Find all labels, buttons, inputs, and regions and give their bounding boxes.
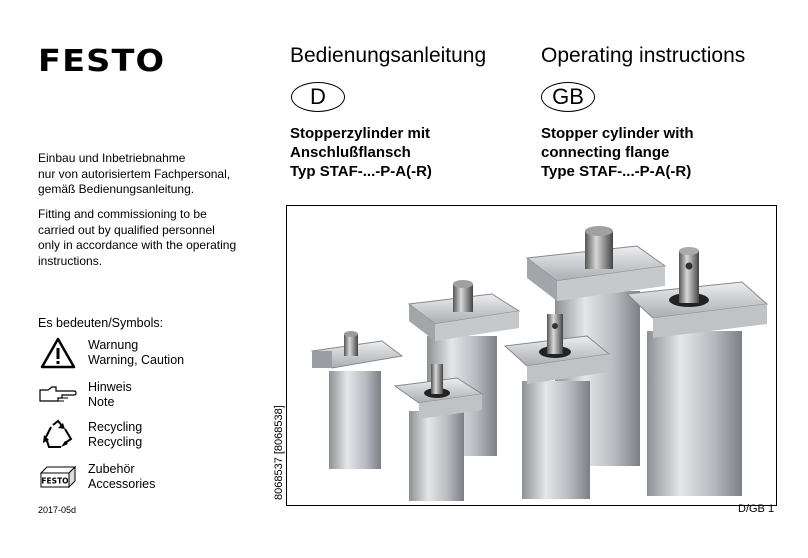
accessories-icon-text: FESTO <box>41 476 69 486</box>
symbol-label-de: Zubehör <box>88 461 135 476</box>
symbol-label-de: Hinweis <box>88 379 132 394</box>
heading-en: Operating instructions <box>541 44 746 67</box>
symbol-label-en: Note <box>88 395 115 409</box>
warning-triangle-icon <box>38 337 78 369</box>
festo-accessories-icon <box>38 461 78 493</box>
intro-de-line: gemäß Bedienungsanleitung. <box>38 182 195 196</box>
subtitle-de-line: Stopperzylinder mit <box>290 125 431 142</box>
stopper-cylinders-illustration <box>287 206 776 505</box>
language-badge-gb <box>541 82 595 112</box>
date-code: 2017-05d <box>38 505 77 515</box>
subtitle-en-line: Stopper cylinder with <box>541 125 694 142</box>
intro-text-en <box>38 207 236 269</box>
intro-de-line: Einbau und Inbetriebnahme <box>38 151 186 165</box>
product-photo <box>286 205 777 506</box>
symbols-heading: Es bedeuten/Symbols: <box>38 316 164 330</box>
pointing-hand-icon <box>38 379 78 411</box>
intro-en-line: only in accordance with the operating <box>38 238 237 252</box>
symbol-label-en: Recycling <box>88 435 143 449</box>
language-badge-de <box>291 82 345 112</box>
page-number: D/GB 1 <box>738 503 775 515</box>
festo-logo: FESTO <box>38 44 166 79</box>
subtitle-en-line: connecting flange <box>541 144 670 161</box>
subtitle-en <box>541 124 694 181</box>
symbol-label-en: Warning, Caution <box>88 353 185 367</box>
language-code-de: D <box>310 84 326 109</box>
subtitle-de-line: Anschlußflansch <box>290 144 411 161</box>
subtitle-en-line: Type STAF-...-P-A(-R) <box>541 163 692 180</box>
intro-de-line: nur von autorisiertem Fachpersonal, <box>38 166 231 181</box>
subtitle-de <box>290 124 432 181</box>
symbol-row-note <box>38 379 132 411</box>
language-code-gb: GB <box>552 84 584 109</box>
intro-en-line: Fitting and commissioning to be <box>38 207 207 221</box>
symbol-row-accessories <box>38 461 155 493</box>
recycling-icon <box>38 419 78 451</box>
heading-de: Bedienungsanleitung <box>290 44 487 67</box>
intro-text-de <box>38 151 230 198</box>
intro-en-line: carried out by qualified personnel <box>38 222 215 237</box>
symbol-row-recycling <box>38 419 142 451</box>
symbol-label-de: Warnung <box>88 337 139 352</box>
symbol-label-de: Recycling <box>88 419 143 434</box>
subtitle-de-line: Typ STAF-...-P-A(-R) <box>290 163 432 180</box>
part-numbers-label: 8068537 [8068538] <box>273 405 285 500</box>
symbol-row-warning <box>38 337 184 369</box>
cylinder-small-left <box>312 331 402 469</box>
symbol-label-en: Accessories <box>88 477 156 491</box>
intro-en-line: instructions. <box>38 253 103 268</box>
